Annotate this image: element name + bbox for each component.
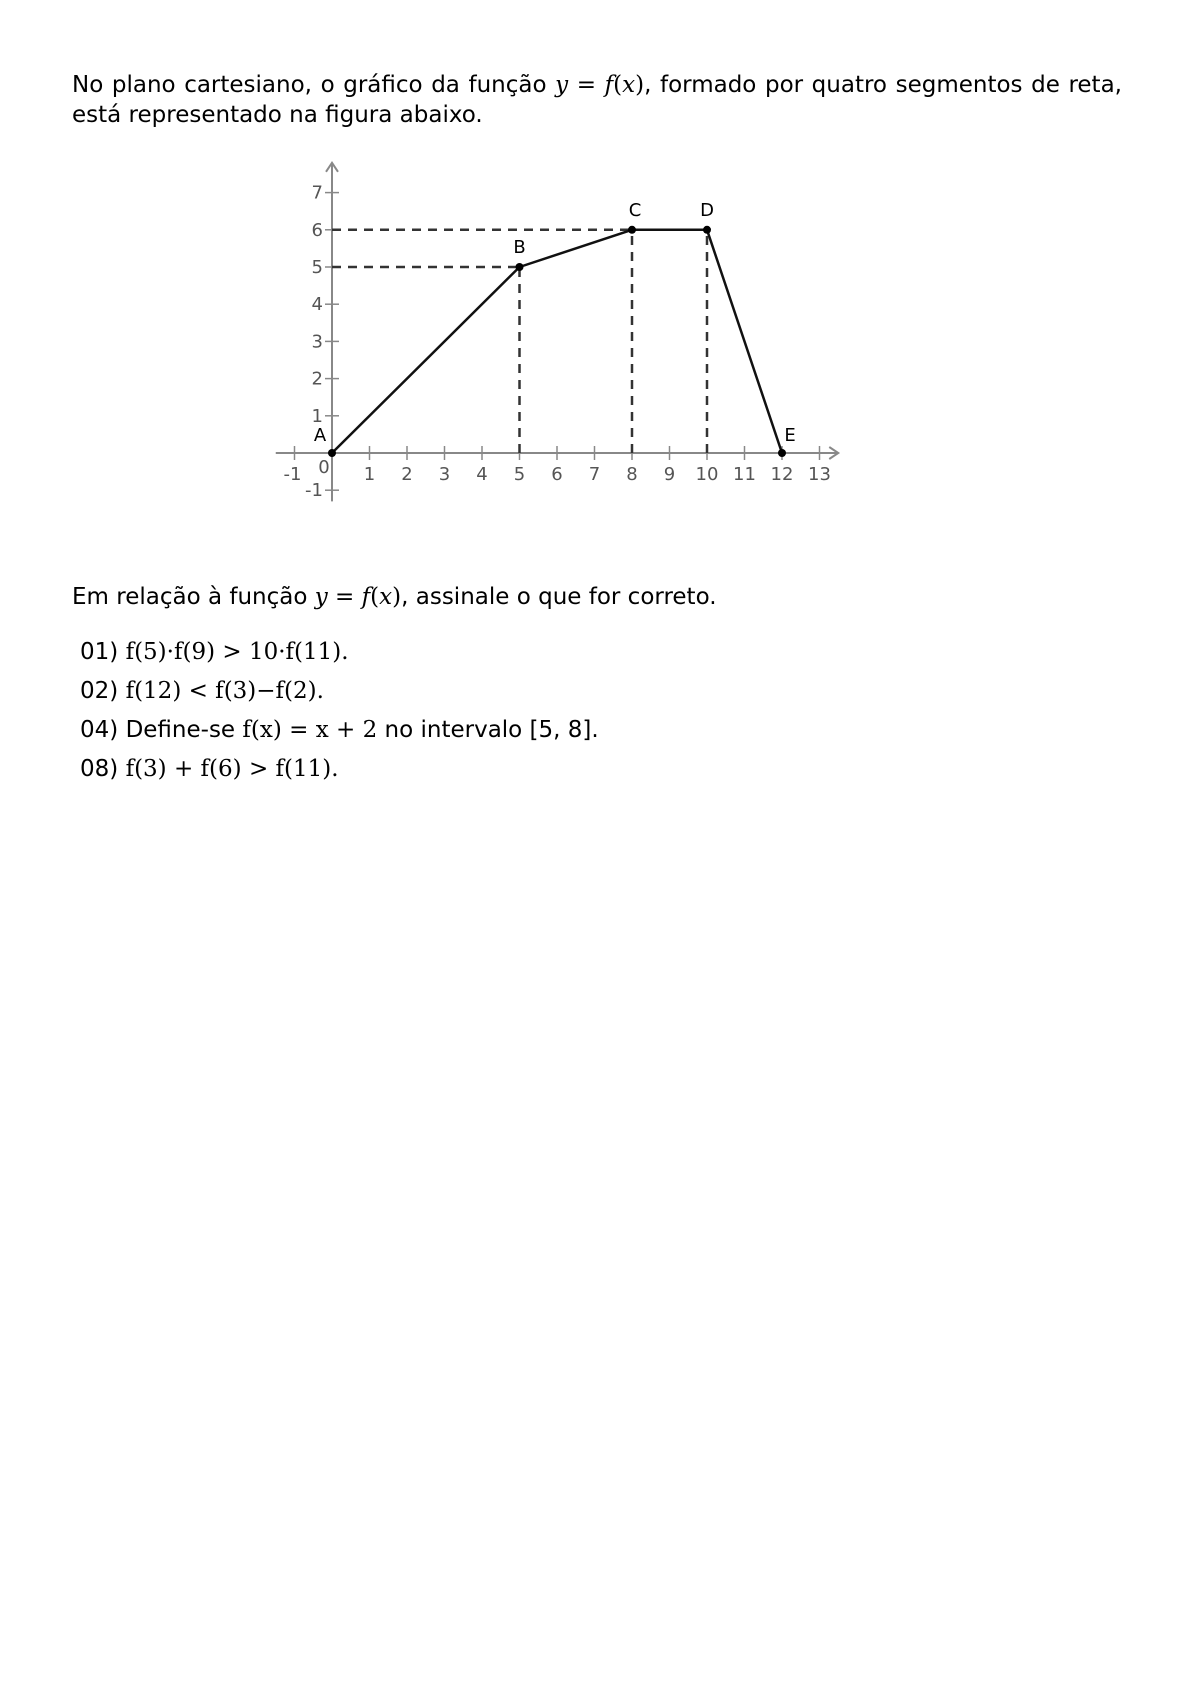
x-tick-label: 2 (401, 464, 413, 485)
point-e (778, 449, 786, 457)
y-tick-label: 7 (311, 182, 323, 204)
option-number: 02) (80, 678, 119, 704)
x-tick-label: 5 (513, 464, 526, 485)
point-c (628, 226, 636, 234)
x-tick-label: 10 (695, 464, 719, 485)
y-tick-label: 2 (311, 368, 323, 390)
option-statement: f(x) = x + 2 (242, 717, 378, 743)
option-lead-text: Define-se (125, 717, 243, 743)
intro-text-end: , formado por quatro segmentos de reta, está representado na figura abaixo. (72, 72, 1122, 128)
prompt-math-y: y (314, 584, 328, 610)
option-number: 08) (80, 756, 119, 782)
y-tick-label: -1 (305, 480, 323, 502)
prompt-text-start: Em relação à função (72, 584, 315, 610)
point-label-a: A (313, 425, 327, 446)
math-y: y (555, 72, 569, 98)
option-statement: f(3) + f(6) > f(11). (125, 756, 339, 782)
option-04 (80, 715, 599, 754)
option-statement: f(5)·f(9) > 10·f(11). (125, 639, 349, 665)
function-graph (283, 160, 910, 550)
math-close-paren: ) (635, 72, 645, 98)
answer-options (80, 637, 599, 793)
point-label-d: D (700, 199, 714, 221)
x-tick-label: 1 (363, 464, 376, 485)
x-tick-label: 9 (663, 464, 676, 485)
x-tick-label: 8 (626, 464, 638, 485)
y-tick-label: 5 (311, 257, 323, 278)
x-tick-label: 12 (770, 464, 794, 485)
point-d (703, 226, 711, 234)
prompt-math-close: ) (392, 584, 402, 610)
x-tick-label: -1 (283, 464, 302, 485)
x-tick-label: 11 (733, 464, 756, 485)
point-label-c: C (628, 199, 642, 221)
math-open-paren: ( (613, 72, 623, 98)
intro-paragraph (72, 70, 1122, 130)
point-label-b: B (513, 237, 526, 258)
x-tick-label: 6 (551, 464, 563, 485)
x-tick-label: 3 (438, 464, 451, 485)
option-statement: f(12) < f(3)−f(2). (125, 678, 324, 704)
prompt-math-f: f (361, 584, 371, 610)
axes (276, 163, 839, 502)
math-f: f (604, 72, 614, 98)
math-equals: = (568, 72, 605, 98)
prompt-math-open: ( (370, 584, 380, 610)
option-number: 01) (80, 639, 119, 665)
x-tick-label: 13 (808, 464, 831, 485)
y-tick-label: 6 (311, 219, 323, 241)
function-line (332, 230, 782, 453)
option-08 (80, 754, 599, 793)
option-number: 04) (80, 717, 119, 743)
prompt-math-x: x (379, 584, 393, 610)
y-tick-label: 1 (311, 405, 323, 427)
x-tick-label: 7 (588, 464, 601, 485)
option-02 (80, 676, 599, 715)
math-x: x (622, 72, 636, 98)
graph-series (332, 230, 782, 453)
point-b (516, 263, 524, 271)
y-tick-label: 3 (311, 331, 323, 353)
x-tick-label: 4 (476, 464, 488, 485)
y-tick-label: 4 (311, 294, 323, 316)
prompt-math-equals: = (327, 584, 362, 610)
option-tail-text: no intervalo [5, 8]. (377, 717, 599, 743)
question-prompt (72, 582, 717, 612)
prompt-text-end: , assinale o que for correto. (401, 584, 717, 610)
x-tick-label: 0 (318, 457, 330, 478)
option-01 (80, 637, 599, 676)
point-a (328, 449, 336, 457)
point-label-e: E (784, 425, 796, 446)
graph-points (311, 199, 796, 457)
intro-text-start: No plano cartesiano, o gráfico da função (72, 72, 556, 98)
